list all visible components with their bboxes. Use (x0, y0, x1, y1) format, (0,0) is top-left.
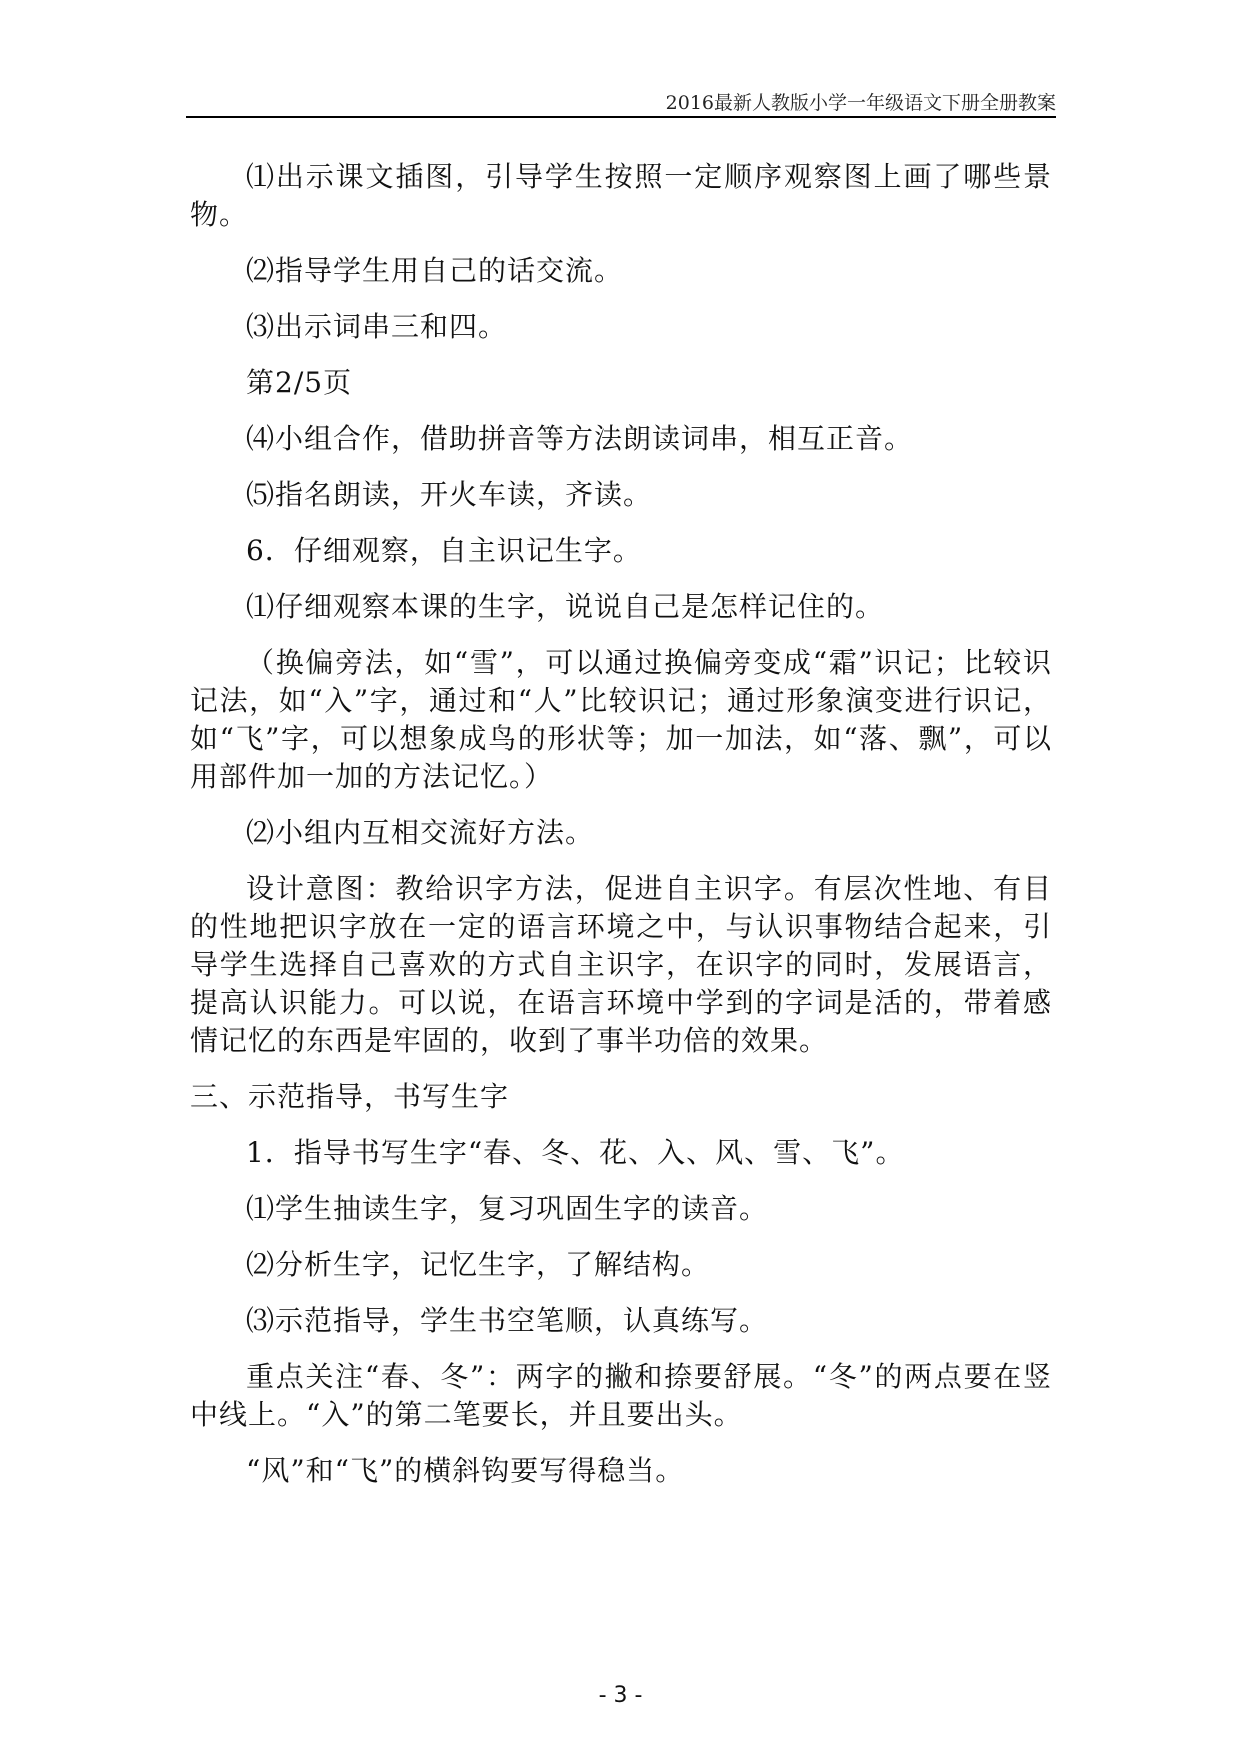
page-marker: 第2/5页 (246, 366, 353, 399)
paragraph: ⑶出示词串三和四。 (246, 310, 508, 343)
paragraph: ⑶示范指导，学生书空笔顺，认真练写。 (246, 1304, 769, 1337)
paragraph: 重点关注“春、冬”：两字的撇和捺要舒展。“冬”的两点要在竖中线上。“入”的第二笔要长，并且要出头。 (190, 1360, 1052, 1431)
page-number: - 3 - (598, 1683, 643, 1708)
paragraph: （换偏旁法，如“雪”，可以通过换偏旁变成“霜”识记；比较识记法，如“入”字，通过和“人”比较识记；通过形象演变进行识记，如“飞”字，可以想象成鸟的形状等；加一加法，如“落、飘”，可以用部件加一加的方法记忆。） (190, 646, 1052, 793)
paragraph: ⑴出示课文插图，引导学生按照一定顺序观察图上画了哪些景物。 (190, 160, 1052, 231)
paragraph: ⑴仔细观察本课的生字，说说自己是怎样记住的。 (246, 590, 885, 623)
header-divider (186, 116, 1056, 118)
paragraph: ⑵分析生字，记忆生字，了解结构。 (246, 1248, 711, 1281)
paragraph: ⑵小组内互相交流好方法。 (246, 816, 595, 849)
paragraph: ⑵指导学生用自己的话交流。 (246, 254, 624, 287)
paragraph: “风”和“飞”的横斜钩要写得稳当。 (246, 1454, 685, 1487)
document-body (190, 158, 1052, 1508)
paragraph: 6．仔细观察，自主识记生字。 (246, 534, 642, 567)
paragraph: ⑸指名朗读，开火车读，齐读。 (246, 478, 653, 511)
design-intent-paragraph: 设计意图：教给识字方法，促进自主识字。有层次性地、有目的性地把识字放在一定的语言环境之中，与认识事物结合起来，引导学生选择自己喜欢的方式自主识字，在识字的同时，发展语言，提高认识能力。可以说，在语言环境中学到的字词是活的，带着感情记忆的东西是牢固的，收到了事半功倍的效果。 (190, 872, 1052, 1057)
paragraph: 1．指导书写生字“春、冬、花、入、风、雪、飞”。 (246, 1136, 905, 1169)
paragraph: ⑷小组合作，借助拼音等方法朗读词串，相互正音。 (246, 422, 914, 455)
section-heading: 三、示范指导，书写生字 (190, 1080, 510, 1113)
paragraph: ⑴学生抽读生字，复习巩固生字的读音。 (246, 1192, 769, 1225)
running-header: 2016最新人教版小学一年级语文下册全册教案 (665, 92, 1056, 114)
